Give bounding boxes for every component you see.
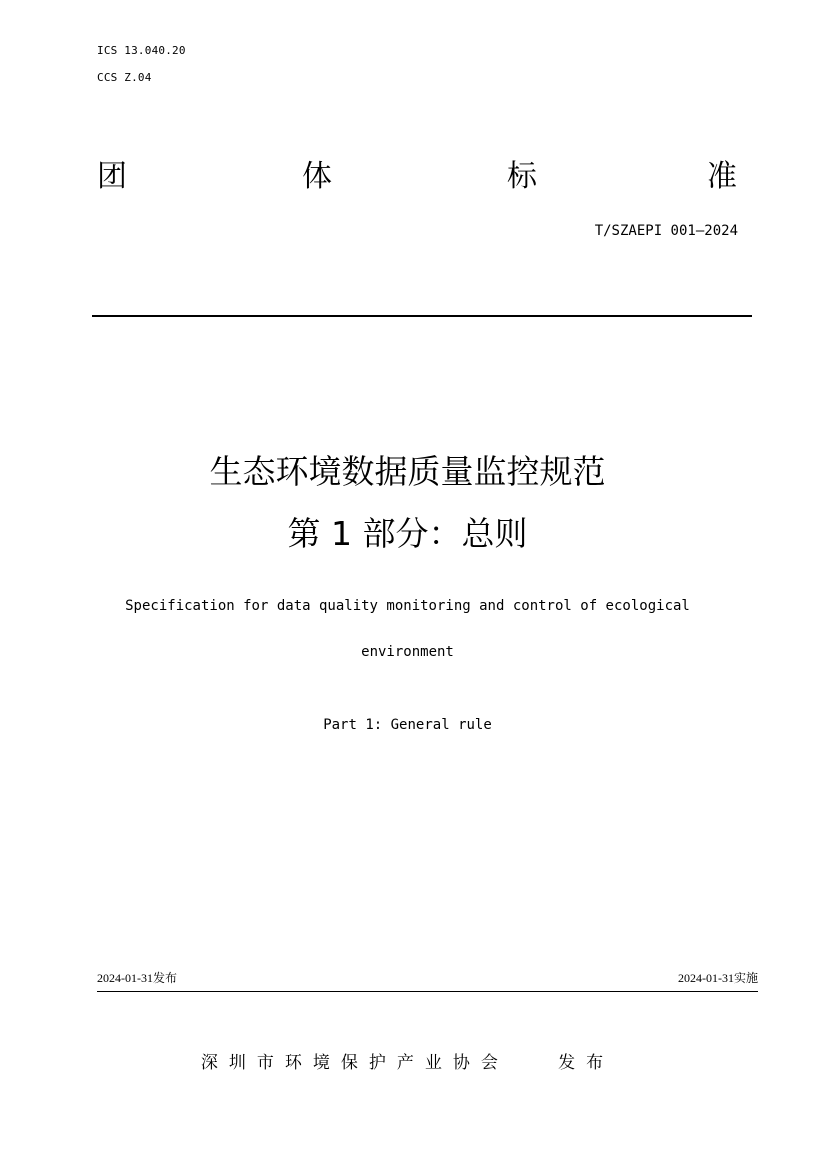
publisher-name: 深圳市环境保护产业协会 — [200, 1053, 509, 1073]
standard-number: T/SZAEPI 001—2024 — [594, 223, 738, 239]
english-part-title: Part 1: General rule — [323, 717, 492, 733]
chinese-part-title: 第 1 部分：总则 — [287, 514, 528, 553]
standard-type-char-2: 体 — [302, 159, 332, 194]
implement-date: 2024-01-31实施 — [678, 971, 758, 985]
english-title-line-1: Specification for data quality monitoring and control of ecological — [125, 598, 690, 614]
publisher-line — [0, 1048, 815, 1073]
english-title-line-2: environment — [361, 644, 454, 660]
chinese-title: 生态环境数据质量监控规范 — [209, 452, 606, 491]
header-divider — [92, 315, 752, 317]
footer-divider — [97, 991, 758, 992]
standard-type-char-3: 标 — [507, 159, 537, 194]
ics-code: ICS 13.040.20 — [97, 44, 186, 57]
publish-action: 发布 — [558, 1053, 615, 1073]
publish-date: 2024-01-31发布 — [97, 971, 177, 985]
standard-type-char-4: 准 — [707, 159, 737, 194]
standard-type-char-1: 团 — [97, 159, 127, 194]
ccs-code: CCS Z.04 — [97, 71, 152, 84]
